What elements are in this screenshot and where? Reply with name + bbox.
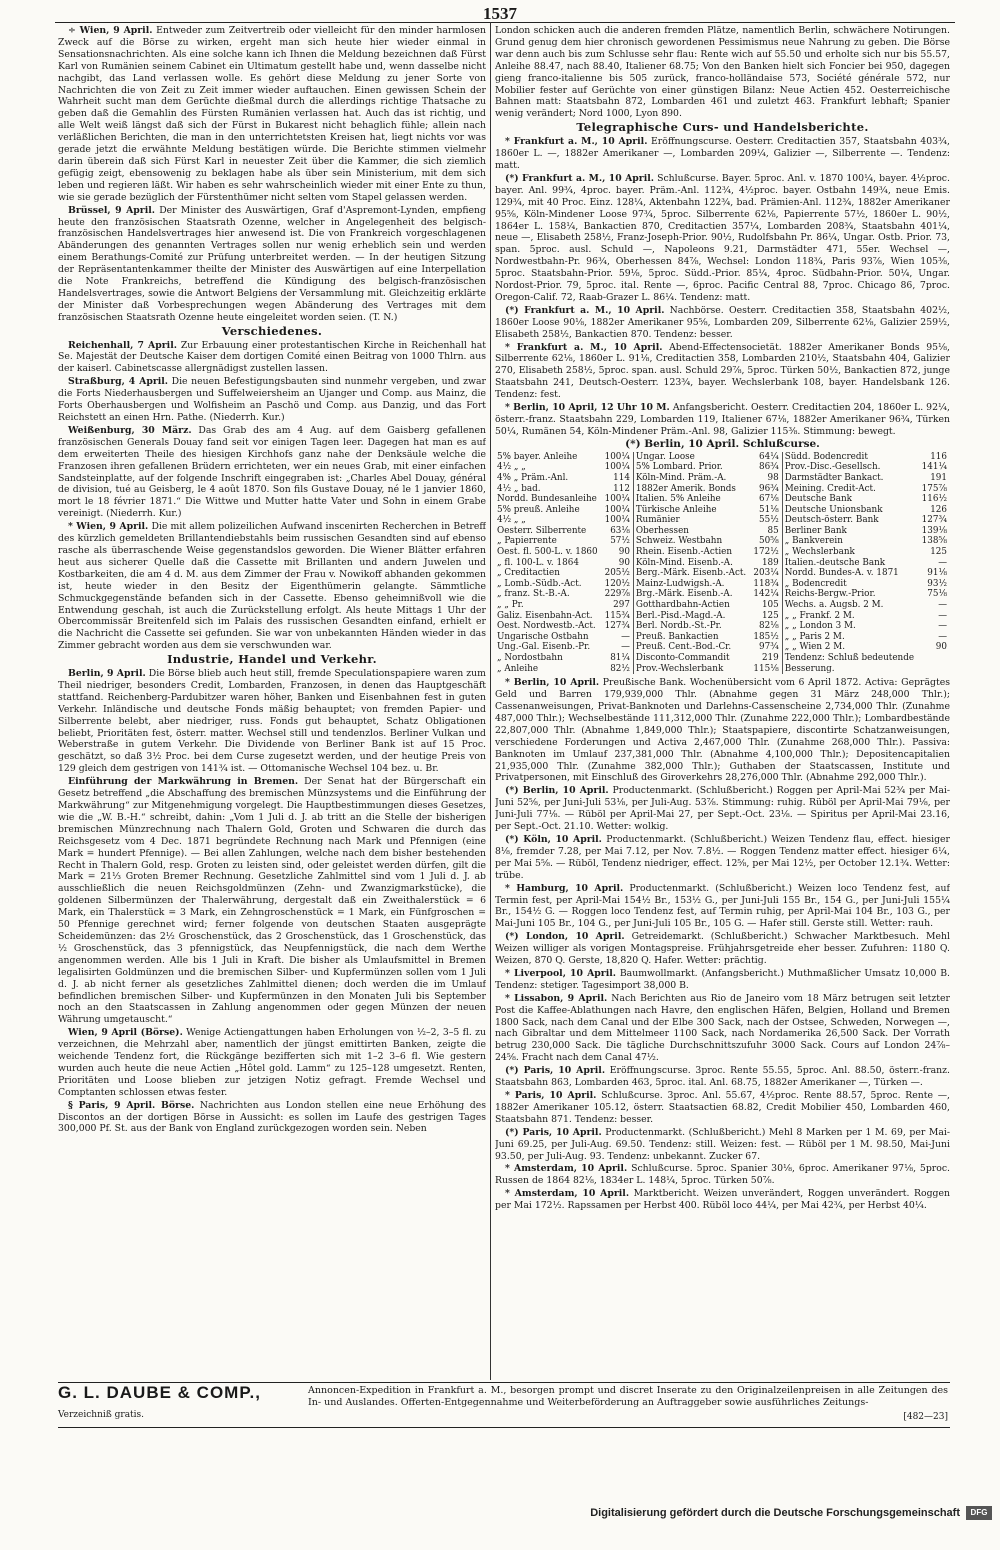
table-cell-value [919,664,950,675]
table-cell-name: „ Wechslerbank [784,547,855,558]
table-cell-name: Wechs. a. Augsb. 2 M. [784,600,884,611]
table-cell-name: Türkische Anleihe [635,504,717,515]
dateline: ÷ Wien, 9 April. [68,25,153,36]
article-paragraph [495,1090,950,1126]
table-cell-value: 90 [935,642,947,653]
table-cell-value: 125 [751,611,783,622]
left-column [58,25,486,1550]
table-cell-name: Rhein. Eisenb.-Actien [635,547,733,558]
table-row [495,473,950,484]
ad-firm-name: G. L. DAUBE & COMP., [58,1383,261,1402]
table-cell-name: „ Creditactien [497,568,560,579]
table-cell-name: Berl. Nordb.-St.-Pr. [635,621,722,632]
paragraph-text: Getreidemarkt. (Schlußbericht.) Schwacher Marktbesuch. Mehl Weizen williger als vorigen Montagspreise. Frühjahrsgetreide eher besser. Zufuhren: 1180 Q. Weizen, 870 Q. Gerste, 18,820 Q. Hafer. Wetter: prächtig. [495,931,950,967]
paragraph-text: Productenmarkt. (Schlußbericht.) Weizen loco Tendenz fest, auf Termin fest, per April-Mai 154½ Br., 153½ G., per Juni-Juli 155 Br., 154 G., per Juni-Juli 155¼ Br., 154½ G. — Roggen loco Tendenz fest, auf Termin ruhig, per April-Mai 104 Br., 103 G., per Mai-Juni 105 Br., 104 G., per Juni-Juli 105 Br., 105 G. — Hafer still. Gerste still. Wetter: rauh. [495,882,950,930]
dateline: * Frankfurt a. M., 10 April. [505,341,663,353]
table-cell-name: Berliner Bank [784,525,847,536]
article-paragraph [58,1027,486,1098]
table-cell-name: Italien.-deutsche Bank [784,557,886,568]
table-cell-name: Südd. Bodencredit [784,451,868,462]
table-cell-value: 105 [751,600,783,611]
dateline: Berlin, 9 April. [68,668,146,680]
paragraph-text: Eröffnungscurse. Oesterr. Creditactien 357, Staatsbahn 403¾, 1860er L. —, 1882er Amerikaner —, Lombarden 209¼, Galizier —, Silberrente —. Tendenz: matt. [495,136,950,171]
dateline: (*) London, 10 April. [505,931,625,943]
table-row [495,664,950,675]
dateline: * Hamburg, 10 April. [505,882,624,894]
kurs-table [495,452,950,674]
table-cell-name: Oest. Nordwestb.-Act. [497,621,596,632]
table-cell-name: 4½ „ bad. [497,483,541,494]
table-cell-value: 126 [930,504,947,515]
article-paragraph [58,425,486,520]
paragraph-text: Schlußcurse. 3proc. Anl. 55.67, 4½proc. Rente 88.57, 5proc. Rente —, 1882er Amerikaner 105.12, österr. Staatsactien 68.82, Credit Mobilier 450, Lombarden 460, Staatsbahn 871. Tendenz: besser. [495,1090,950,1125]
dateline: Reichenhall, 7 April. [68,339,177,351]
table-cell-name: Nordd. Bundes-A. v. 1871 [784,568,899,579]
table-cell-value: — [602,632,634,643]
table-cell-name: Meining. Credit-Act. [784,483,876,494]
dateline: § Paris, 9 April. Börse. [68,1099,195,1111]
table-cell-name: „ franz. St.-B.-A. [497,589,570,600]
table-row [495,632,950,643]
table-cell-value: 100¼ [602,452,634,463]
table-row [495,536,950,547]
table-cell-value: 297 [602,600,634,611]
article-paragraph [495,173,950,304]
table-row [495,452,950,463]
article-paragraph [495,785,950,833]
paragraph-text: Baumwollmarkt. (Anfangsbericht.) Muthmaßlicher Umsatz 10,000 B. Tendenz: stetiger. Tagesimport 38,000 B. [495,967,950,991]
table-cell-name: Ungarische Ostbahn [497,631,589,642]
article-paragraph [495,1163,950,1187]
table-cell-value: — [938,631,947,642]
table-cell-name: 4½ „ „ [497,515,526,526]
table-cell-name: Besserung. [784,663,835,674]
paragraph-text: Anfangsbericht. Oesterr. Creditactien 204, 1860er L. 92¼, österr.-franz. Staatsbahn 229, Lombarden 119, Italiener 67⅛, 1882er Amerikaner 96¾, Türken 50¼, Rumänen 54, Köln-Mindener Präm.-Anl. 98, Galizier 115⅜. Stimmung: bewegt. [495,402,950,437]
table-cell-name: Deutsche Unionsbank [784,504,883,515]
table-cell-name: Brg.-Märk. Eisenb.-A. [635,589,733,600]
table-cell-value: 120½ [602,579,634,590]
dateline: * Amsterdam, 10 April. [505,1188,630,1200]
dateline: Straßburg, 4 April. [68,376,169,388]
table-cell-value: 175⅞ [921,483,947,494]
table-cell-value: 85 [751,526,783,537]
table-cell-value: 112 [602,484,634,495]
table-cell-name: Italien. 5% Anleihe [635,494,721,505]
table-cell-value: 100¼ [602,515,634,526]
footer [0,1504,1000,1526]
ad-code: [482—23] [903,1412,948,1422]
paragraph-text: Die neuen Befestigungsbauten sind nunmehr vergeben, und zwar die Forts Niederhausbergen und Suffelweiersheim an Ujanger und Comp. aus Mainz, die Forts Oberhausbergen und Wolfisheim an Paschö und Comp. aus Danzig, und das Fort Reichstett an einen Hrn. Pathe. (Niederrh. Kur.) [58,376,486,423]
table-row [495,600,950,611]
table-cell-value: 91⅛ [927,568,947,579]
table-cell-value: 67⅛ [751,494,783,505]
page-number: 1537 [483,4,517,23]
table-cell-name: Schweiz. Westbahn [635,536,723,547]
table-cell-value: 219 [751,653,783,664]
article-paragraph [495,993,950,1064]
paragraph-text: Zur Erbauung einer protestantischen Kirche in Reichenhall hat Se. Majestät der Deutsche Kaiser dem dortigen Comité einen Beitrag von 1000 Thlrn. aus der kaiserl. Cabinetscasse allergnädigst zustellen lassen. [58,339,486,375]
table-row [495,462,950,473]
table-row [495,642,950,653]
paragraph-text: Marktbericht. Weizen unverändert, Roggen unverändert. Roggen per Mai 172½. Rapssamen per Herbst 400. Rüböl loco 44¼, per Mai 42¾, per Herbst 40¼. [495,1188,950,1212]
article-paragraph [495,883,950,931]
table-cell-name: Darmstädter Bankact. [784,472,884,483]
table-cell-value [919,653,950,664]
dateline: (*) Paris, 10 April. [505,1065,606,1077]
table-cell-value: 125 [930,547,947,558]
right-column [495,25,950,1550]
table-cell-name: „ „ Frankf. 2 M. [784,610,855,621]
table-cell-name: Köln-Mind. Präm.-A. [635,472,727,483]
section-heading-industrie: Industrie, Handel und Verkehr. [167,652,377,667]
table-cell-value: 100¼ [602,462,634,473]
table-cell-name: „ fl. 100-L. v. 1864 [497,557,579,568]
table-cell-value: — [938,557,947,568]
table-row [495,558,950,569]
table-cell-name: Oberhessen [635,525,689,536]
paragraph-text: Wenige Actiengattungen haben Erholungen von ½–2, 3–5 fl. zu verzeichnen, die Mehrzahl aber, namentlich der jüngst emittirten Banken, zeigte die weichende Tendenz fort, die Rückgänge bezifferten sich mit 1–2 3–6 fl. Wie gestern wurden auch heute die neue Actien „Hôtel gold. Lamm“ zu 125–128 umgesetzt. Renten, Prioritäten und Loose blieben zur jetzigen Notiz gefragt. Fremde Wechsel und Comptanten schlossen etwas fester. [58,1027,486,1098]
article-paragraph [58,205,486,324]
table-cell-value: — [938,600,947,611]
table-row [495,653,950,664]
dfg-logo: DFG [966,1506,992,1520]
table-cell-value: 100¼ [602,505,634,516]
paragraph-text: Das Grab des am 4 Aug. auf dem Gaisberg gefallenen französischen Generals Douay fand seit vor einigen Tagen leer. Dagegen hat man es auf dem erweiterten Theile des hiesigen Kirchhofs ganz nahe der Denksäule welche die Franzosen ihren gefallenen Brüdern errichteten, wer ein neues Grab, mit einer einfachen Sandsteinplatte, auf der folgende Inschrift eingegraben ist: „Charles Abel Douay, général de division, tué au Geisberg, le 4 août 1870. Son fils Gustave Douay, né le 1 janvier 1860, mort le 18 février 1871.“ Die Wittwe und Mutter hatte Vater und Sohn in einem Grabe vereinigt. (Niederrh. Kur.) [58,424,486,520]
table-cell-name: Disconto-Commandit [635,653,730,663]
advertisement [58,1382,950,1428]
dateline: Weißenburg, 30 März. [68,424,192,436]
section-heading-telegraph: Telegraphische Curs- und Handelsberichte. [576,120,869,135]
dateline: (*) Paris, 10 April. [505,1126,602,1138]
table-row [495,526,950,537]
article-paragraph [495,677,950,784]
paragraph-text: Preußische Bank. Wochenübersicht vom 6 April 1872. Activa: Geprägtes Geld und Barren 179,939,000 Thlr. (Abnahme gegen 31 März 248,000 Thlr.); Cassenanweisungen, Privat-Banknoten und Darlehns-Cassenscheine 2,734,000 Thlr. (Zunahme 487,000 Thlr.); Wechselbestände 111,312,000 Thlr. (Zunahme 222,000 Thlr.); Lombardbestände 22,807,000 Thlr. (Abnahme 1,849,000 Thlr.); Staatspapiere, discontirte Schatzanweisungen, verschiedene Forderungen und Activa 2,467,000 Thlr. (Zunahme 268,000 Thlr.). Passiva: Banknoten im Umlauf 237,381,000 Thlr. (Abnahme 4,100,000 Thlr.); Depositencapitalien 21,935,000 Thlr. (Zunahme 382,000 Thlr.); Guthaben der Staatscassen, Institute und Privatpersonen, mit Einschluß des Giroverkehrs 28,276,000 Thlr. (Abnahme 292,000 Thlr.). [495,677,950,784]
paragraph-text: Productenmarkt. (Schlußbericht.) Roggen per April-Mai 52¾ per Mai-Juni 52⅝, per Juni-Juli 53⅛, per Juli-Aug. 53⅞. Stimmung: ruhig. Rüböl per April-Mai 79⅛, per Juni-Juli 77⅛. — Rüböl per April-Mai 27, per Sept.-Oct. 23⅛. — Spiritus per April-Mai 23.16, per Sept.-Oct. 21.10. Wetter: wolkig. [495,785,950,833]
paragraph-text: Nach Berichten aus Rio de Janeiro vom 18 März betrugen seit letzter Post die Kaffee-Ablathungen nach Havre, den englischen Häfen, Belgien, Holland und Bremen 1800 Sack, nach dem Canal und der Elbe 300 Sack, nach der Ostsee, Schweden, Norwegen —, nach Gibraltar und dem Mittelmeer 1100 Sack, nach Nordamerika 26,500 Sack. Der Vorrath betrug 230,000 Sack. Die tägliche Durchschnittszufuhr 3000 Sack. Cours auf London 24⅞–24⅝. Fracht nach dem Canal 47½. [495,992,950,1064]
table-cell-value: 138⅝ [921,536,947,547]
table-cell-name: Oest. fl. 500-L. v. 1860 [497,547,598,558]
table-cell-value: 142¼ [751,589,783,600]
table-cell-value: 64¼ [751,452,783,463]
table-cell-value: 75⅛ [927,589,947,600]
table-cell-value: 57½ [602,536,634,547]
article-paragraph [58,668,486,775]
table-cell-value: 189 [751,558,783,569]
table-cell-name: Tendenz: Schluß bedeutende [784,653,915,663]
table-cell-name: 5% bayer. Anleihe [497,451,578,462]
table-cell-name: „ Bankverein [784,536,843,547]
table-cell-value: 97¾ [751,642,783,653]
dateline: Einführung der Markwährung in Bremen. [68,776,299,788]
table-cell-name: „ „ Paris 2 M. [784,631,845,642]
table-row [495,621,950,632]
paragraph-text: Eröffnungscurse. 3proc. Rente 55.55, 5proc. Anl. 88.50, österr.-franz. Staatsbahn 863, Lombarden 463, 5proc. ital. Anl. 68.75, 1882er Amerikaner —, Türken —. [495,1065,950,1089]
table-cell-name: Preuß. Cent.-Bod.-Cr. [635,642,732,653]
article-paragraph [495,305,950,341]
table-cell-name: Gotthardbahn-Actien [635,600,730,611]
table-cell-value: 139⅛ [921,525,947,536]
table-cell-name: Berl.-Pisd.-Magd.-A. [635,610,726,621]
dateline: (*) Frankfurt a. M., 10 April. [505,304,665,316]
table-cell-value: 50⅝ [751,536,783,547]
dateline: * Berlin, 10 April, 12 Uhr 10 M. [505,402,670,414]
dateline: (*) Köln, 10 April. [505,833,602,845]
table-cell-value: 90 [602,558,634,569]
table-cell-value: 82½ [602,664,634,675]
table-cell-value: 81¼ [602,653,634,664]
article-paragraph [58,376,486,424]
table-cell-value: 127¾ [921,515,947,526]
article-paragraph [495,1188,950,1212]
table-cell-value: 114 [602,473,634,484]
article-paragraph: London schicken auch die anderen fremden Plätze, namentlich Berlin, schwächere Notirungen. Grund genug dem hier chronisch gewordenen Pessimismus neue Nahrung zu geben. Die Börse war denn auch bis zum Schlusse sehr flau: Rente wich auf 55.50 und erholte sich nur bis 55.57, Anleihe 88.47, nach 88.40, Italiener 68.75; Von den Banken hielt sich Foncier bei 950, dagegen gieng franco-italienne bis 505 zurück, franco-holländaise 573, Société générale 572, nur Mobilier fester auf Gerüchte von einer günstigen Bilanz: Neue Actien 452. Oesterreichische Bahnen matt: Staatsbahn 872, Lombarden 461 und zuletzt 463. Frankfurt lebhaft; Spanier wenig verändert; Nord 1000, Lyon 890. [495,25,950,120]
table-cell-name: „ Lomb.-Südb.-Act. [497,578,582,589]
table-row [495,494,950,505]
table-cell-name: 4½ „ „ [497,462,526,473]
table-cell-value: 185½ [751,632,783,643]
table-cell-value: 141¼ [921,462,947,473]
dateline: (*) Frankfurt a. M., 10 April. [505,172,654,184]
table-cell-value: 115¾ [602,611,634,622]
table-row [495,579,950,590]
article-paragraph [495,136,950,172]
table-cell-value: — [938,610,947,621]
kurs-table-heading: (*) Berlin, 10 April. Schlußcurse. [625,437,820,450]
table-cell-name: „ Anleihe [497,663,539,674]
paragraph-text: Nachrichten aus London stellen eine neue Erhöhung des Discontos an der dortigen Börse in Aussicht: es sollen im Laufe des gestrigen Tages 300,000 Pf. St. aus der Bank von England zurückgezogen worden sein. Neben [58,1099,486,1135]
table-row [495,547,950,558]
table-cell-name: Galiz. Eisenbahn-Act. [497,610,593,621]
table-cell-value: 90 [602,547,634,558]
footer-credit: Digitalisierung gefördert durch die Deutsche Forschungsgemeinschaft [590,1507,960,1519]
table-cell-name: Rumänier [635,515,680,526]
table-cell-value: 203¼ [751,568,783,579]
table-cell-value: 118¾ [751,579,783,590]
paragraph-text: Der Senat hat der Bürgerschaft ein Gesetz betreffend „die Abschaffung des bremischen Münzsystems und die Einführung der Markwährung“ zur Mitgenehmigung vorgelegt. Die Hauptbestimmungen dieses Gesetzes, wie die „W. B.-H.“ schreibt, dahin: „Vom 1 Juli d. J. ab tritt an die Stelle der bisherigen bremischen Münzrechnung nach Thalern Gold, Groten und Schwaren die durch das Reichsgesetz vom 4 Dec. 1871 begründete Rechnung nach Mark und Pfennigen (eine Mark = hundert Pfennige). — Bei allen Zahlungen, welche nach dem bisher bestehenden Recht in Thalern Gold, resp. Groten zu leisten sind, oder geleistet werden dürfen, gilt die Mark = 21⅓ Groten Bremer Rechnung. Gesetzliche Zahlmittel sind vom 1 Juli d. J. ab ausschließlich die neuen Reichsgoldmünzen (Zehn- und Zwanzigmarkstücke), die goldenen Silbermünzen der Thalerwährung, dergestalt daß ein Zweithalerstück = 6 Mark, ein Thalerstück = 3 Mark, ein Zehngroschenstück = 1 Mark, ein Fünfgroschen = 50 Pfennige gerechnet wird; ferner folgende von deutschen Staaten ausgeprägte Scheidemünzen: das 2½ Groschenstück, das 2 Groschenstück, das 1 Groschenstück, das ½ Groschenstück, das 3 pfennigstück, das Neupfennigstück, die nach dem Werthe angenommen werden. Alle bis 1 Juli in Kraft. Die bisher als Umlaufsmittel in Bremen legalisirten Goldmünzen und die bremischen Silber- und Kupfermünzen sollen vom 1 Juli d. J. ab nicht ferner als gesetzliches Zahlmittel dienen; doch werden die im Umlauf befindlichen bremischen Silber- und Kupfermünzen in den Monaten Juli bis September noch an den Staatscassen in Zahlung angenommen oder gegen Münzen der neuen Währung umgetauscht.“ [58,776,486,1026]
table-cell-value: 100¼ [602,494,634,505]
table-cell-name: Ungar. Loose [635,451,695,462]
header-rule [55,22,955,23]
table-cell-name: Reichs-Bergw.-Prior. [784,589,876,600]
table-cell-name: Prov.-Wechslerbank [635,663,724,674]
dateline: * Liverpool, 10 April. [505,967,616,979]
table-cell-value: 55½ [751,515,783,526]
dateline: * Frankfurt a. M., 10 April. [505,136,648,148]
article-paragraph [495,834,950,882]
table-cell-value: 229⅞ [602,589,634,600]
table-cell-name: 5% Lombard. Prior. [635,462,723,473]
article-paragraph [495,402,950,438]
table-cell-value: 63⅛ [602,526,634,537]
paragraph-text: Abend-Effectensocietät. 1882er Amerikaner Bonds 95⅛, Silberrente 62⅛, 1860er L. 91⅛, Creditactien 358, Lombarden 210½, Staatsbahn 404, Galizier 270, Elisabeth 258½, 5proc. span. ausl. Schuld 29⅞, 5proc. Türken 50½, Bankactien 872, junge Staatsbahn 241, Deutsch-Oesterr. 123¾, bayer. Wechslerbank 108, bayer. Handelsbank 126. Tendenz: fest. [495,341,950,401]
article-paragraph [495,968,950,992]
table-cell-name: „ Nordostbahn [497,653,563,663]
dateline: Brüssel, 9 April. [68,204,155,216]
dateline: * Wien, 9 April. [68,521,149,533]
table-cell-value: 205½ [602,568,634,579]
article-paragraph [495,342,950,402]
paragraph-text: Die Börse blieb auch heut still, fremde Speculationspapiere waren zum Theil niedriger, besonders Credit, Lombarden, Franzosen, in denen das Hauptgeschäft stattfand. Reichenberg-Pardubitzer waren höher, Banken und Eisenbahnen fest in guten Verkehr. Inländische und deutsche Fonds mäßig behauptet; von fremden Papier- und Silberrente belebt, aber niedriger, russ. Fonds gut behauptet, Schatz Obligationen beliebt, Prioritäten fest, österr. matter. Wechsel still und tendenzlos. Berliner Vulkan und Weberstraße in gutem Verkehr. Die Dividende von Berliner Bank ist auf 15 Proc. geschätzt, so daß 3½ Proc. bei dem Curse zugesetzt werden, und der heutige Preis von 129 gleich dem gestrigen von 141¾ ist. — Ottomanische Wechsel 104 bez. u. Br. [58,668,486,775]
section-heading-verschiedenes: Verschiedenes. [221,323,323,338]
article-paragraph [58,25,486,204]
table-cell-value: 93½ [927,578,947,589]
table-cell-value: 116 [930,451,947,462]
paragraph-text: Productenmarkt. (Schlußbericht.) Mehl 8 Marken per 1 M. 69, per Mai-Juni 69.25, per Juli-Aug. 69.50. Tendenz: still. Weizen: fest. — Rüböl per 1 M. 98.50, Mai-Juni 93.50, per Juli-Aug. 93. Tendenz: unbekannt. Zucker 67. [495,1126,950,1162]
ad-text: Annoncen-Expedition in Frankfurt a. M., besorgen prompt und discret Inserate zu den Originalzeilenpreisen in alle Zeitungen des In- und Auslandes. Offerten-Entgegennahme und Weiterbeförderung an Auftraggeber sowie ausführliches Zeitungs- [308,1385,948,1408]
article-paragraph [495,931,950,967]
table-cell-value: 82⅛ [751,621,783,632]
table-cell-name: 5% preuß. Anleihe [497,504,580,515]
table-cell-name: 4% „ Präm.-Anl. [497,472,569,483]
table-cell-name: Prov.-Disc.-Gesellsch. [784,462,881,473]
table-cell-value: 116½ [921,494,947,505]
table-cell-name: Preuß. Bankactien [635,631,719,642]
table-cell-value: 172½ [751,547,783,558]
table-cell-value: 51⅛ [751,505,783,516]
dateline: * Lissabon, 9 April. [505,992,608,1004]
paragraph-text: Nachbörse. Oesterr. Creditactien 358, Staatsbahn 402½, 1860er Loose 90⅛, 1882er Amerikaner 95⅝, Lombarden 209, Silberrente 62⅛, Galizier 259½, Elisabeth 258½, Bankactien 870. Tendenz: besser. [495,304,950,340]
dateline: * Berlin, 10 April. [505,677,600,689]
table-row [495,611,950,622]
article-paragraph [58,521,486,652]
article-paragraph [58,1100,486,1136]
table-cell-value: 86¾ [751,462,783,473]
table-cell-name: Oesterr. Silberrente [497,525,587,536]
dateline: * Paris, 10 April. [505,1090,597,1101]
table-cell-name: Deutsche Bank [784,494,853,505]
table-cell-value: 115⅛ [751,664,783,675]
dateline: (*) Berlin, 10 April. [505,785,609,797]
table-cell-value: — [602,642,634,653]
table-cell-name: 1882er Amerik. Bonds [635,483,736,494]
table-cell-name: Nordd. Bundesanleihe [497,494,597,505]
table-cell-value: 96¾ [751,484,783,495]
table-cell-name: Mainz-Ludwigsh.-A. [635,578,725,589]
table-cell-name: „ Bodencredit [784,578,847,589]
table-row [495,484,950,495]
table-row [495,589,950,600]
table-row [495,568,950,579]
table-cell-name: Deutsch-österr. Bank [784,515,879,526]
ad-note: Verzeichniß gratis. [58,1410,145,1420]
table-cell-name: „ „ Pr. [497,600,524,611]
paragraph-text: Productenmarkt. (Schlußbericht.) Weizen Tendenz flau, effect. hiesiger 8⅛, fremder 7.28, per Mai 7.12, per Nov. 7.8½. — Roggen Tendenz matter effect. hiesiger 6¼, per Mai 5⅝. — Rüböl, Tendenz niedriger, effect. 12⅝, per Mai 12½, per October 12.1¾. Wetter: trübe. [495,833,950,881]
paragraph-text: Schlußcurse. 5proc. Spanier 30⅛, 6proc. Amerikaner 97⅛, 5proc. Russen de 1864 82⅛, 1834er L. 148¼, 5proc. Türken 50⅞. [495,1163,950,1187]
table-cell-value: — [938,621,947,632]
table-cell-name: Köln-Mind. Eisenb.-A. [635,557,733,568]
table-row [495,505,950,516]
table-cell-value: 127¾ [602,621,634,632]
paragraph-text: Der Minister des Auswärtigen, Graf d'Aspremont-Lynden, empfieng heute den französischen Staatsrath Ozenne, welcher in Angelegenheit des belgisch-französischen Handelsvertrages hier anwesend ist. Die von Frankreich vorgeschlagenen Abänderungen des genannten Vertrages sollen nur wenig erheblich sein und werden einem Berathungs-Comité zur Prüfung unterbreitet werden. — In der heutigen Sitzung der Repräsentantenkammer theilte der Minister des Auswärtigen auf eine Interpellation die Note Frankreichs, betreffend die Kündigung des belgisch-französischen Handelsvertrages, sowie die Antwort Belgiens der Versammlung mit. Gleichzeitig erklärte der Minister daß Vorbesprechungen wegen Abänderung des Vertrages mit dem französischen Staatsrath Ozenne heute eingeleitet worden seien. (T. N.) [58,204,486,323]
table-cell-value: 98 [751,473,783,484]
dateline: * Amsterdam, 10 April. [505,1163,628,1175]
table-cell-name: „ „ London 3 M. [784,621,856,632]
dateline: Wien, 9 April (Börse). [68,1027,183,1039]
table-cell-name: Berg.-Märk. Eisenb.-Act. [635,568,747,579]
paragraph-text: Schlußcurse. Bayer. 5proc. Anl. v. 1870 100¼, bayer. 4½proc. bayer. Anl. 99¾, 4proc. bayer. Präm.-Anl. 112¾, 4½proc. bayer. Ostbahn 149¾, neue Emis. 129¾, mit 40 Proc. Einz. 128¼, Aktenbahn 122¾, bad. Prämien-Anl. 112¾, 1882er Amerikaner 95⅝, Köln-Mindener Loose 97¾, 5proc. Silberrente 62⅛, Papierrente 57½, 1860er L. 90½, 1864er L. 158¼, Bankactien 870, Creditactien 357¼, Lombarden 208¾, Staatsbahn 401¼, neue —, Elisabeth 258½, Franz-Joseph-Prior. 90½, Rudolfsbahn Pr. 86¼, Ungar. Ostb. Prior. 73, span. 5proc. ausl. Schuld —, Napoleons 9.21, Darmstädter 471, 55er. Wechsel —, Nordwestbahn-Pr. 96¾, Oberhessen 84⅞, Wechsel: London 118¾, Paris 93⅞, Wien 105⅜, 5proc. Staatsbahn-Prior. 59⅛, 5proc. Südd.-Prior. 85¼, 4proc. Südbahn-Prior. 50¼, Ungar. Nordost-Prior. 79, 5proc. ital. Rente —, 6proc. Pacific Central 88, 7proc. Chicago 86, 7proc. Oregon-Calif. 72, Raab-Grazer L. 86¼. Tendenz: matt. [495,172,950,303]
article-paragraph [58,776,486,1026]
paragraph-text: Die mit allem polizeilichen Aufwand inscenirten Recherchen in Betreff des kürzlich gemeldeten Brillantendiebstahls beim russischen Gesandten sind auf ebenso rasche als überraschende Weise gegenstandslos geworden. Die Wiener Blätter erfahren heut aus sicherer Quelle daß die Cassette mit Brillanten und andern Juwelen und Kostbarkeiten, die am 4 d. M. aus dem Zimmer der Frau v. Nowikoff abhanden gekommen ist, heute wieder in den Besitz der Eigenthümerin gelangte. Sämmtliche Schmuckgegenstände befanden sich in der Cassette. Ebenso geheimnißvoll wie die Entwendung geschah, ist auch die Zurückstellung erfolgt. Als heute Mittags 1 Uhr der Obercommissär Breitenfeld sich im Palais des russischen Gesandten einfand, erhielt er die Nachricht die Cassette sei gefunden. Sie war von unbekannten Händen wieder in das Zimmer gebracht worden aus dem sie verschwunden war. [58,521,486,652]
table-cell-name: Ung.-Gal. Eisenb.-Pr. [497,642,591,653]
paragraph-text: Entweder zum Zeitvertreib oder vielleicht für den minder harmlosen Zweck auf die Börse zu wirken, ergeht man sich heute hier wieder einmal in Sensationsnachrichten. Als eine solche kann ich Ihnen die Meldung bezeichnen daß Fürst Karl von Rumänien seinem Cabinet ein Ultimatum gestellt habe und, wenn dasselbe nicht nachgibt, das Land verlassen wolle. Es gehört diese Meldung zu jener Sorte von Nachrichten die von Zeit zu Zeit immer wieder auftauchen. Einen gewissen Schein der Wahrheit sucht man dem Gerüchte dießmal durch die allerdings richtige Thatsache zu geben daß die Gemahlin des Fürsten Rumänien verlassen hat. Auch das ist richtig, und alle Welt weiß längst daß sich der Fürst in Bukarest nicht behaglich fühle; allein nach verläßlichen Berichten, die man in den unterrichtetsten Kreisen hat, liegt nichts vor was gerade jetzt die erwähnte Meldung bestätigen würde. Die Berichte stimmen vielmehr darin überein daß sich Fürst Karl in neuester Zeit über die Kammer, die sich ziemlich gefügig zeigt, ebensowenig zu beklagen habe als über sein Ministerium, mit dem sich leben und regieren läßt. Wir haben es sehr wahrscheinlich wieder mit einer Ente zu thun, wie sie gerade bezüglich der Fürstenthümer nicht selten vom Stapel gelassen werden. [58,25,486,203]
column-divider [490,22,491,1380]
table-cell-name: „ „ Wien 2 M. [784,642,846,653]
table-cell-name: „ Papierrente [497,536,557,547]
article-paragraph [58,340,486,376]
article-paragraph [495,1127,950,1163]
table-cell-value: 191 [930,472,947,483]
table-row [495,515,950,526]
article-paragraph [495,1065,950,1089]
